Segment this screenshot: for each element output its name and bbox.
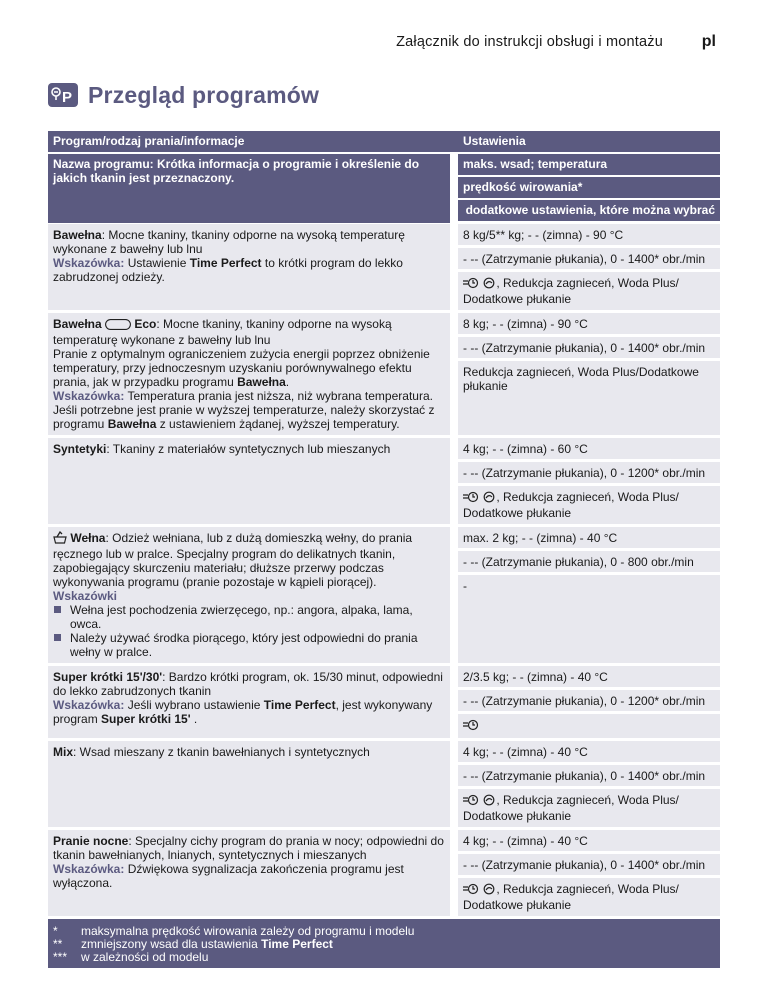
program-desc: : Mocne tkaniny, tkaniny odporne na wysoką temperaturę wykonane z bawełny lub lnu xyxy=(53,317,392,347)
col-header-settings: Ustawienia xyxy=(463,134,526,148)
footnote-text: maksymalna prędkość wirowania zależy od programu i modelu xyxy=(81,924,415,938)
hint-text: Jeśli wybrano ustawienie xyxy=(124,698,264,712)
program-name: Super krótki 15'/30' xyxy=(53,670,163,684)
setting-spin: - -- (Zatrzymanie płukania), 0 - 1200* obr./min xyxy=(458,690,720,711)
subheader-program-desc: Nazwa programu: Krótka informacja o programie i określenie do jakich tkanin jest przeznaczony. xyxy=(48,154,450,223)
setting-extras xyxy=(458,878,720,916)
speed-perfect-icon xyxy=(463,883,479,898)
footnote-mark: * xyxy=(53,924,58,938)
list-item xyxy=(53,631,445,659)
setting-load-temp: max. 2 kg; - - (zimna) - 40 °C xyxy=(458,527,720,548)
hints-label: Wskazówki xyxy=(53,589,118,603)
bullet-icon xyxy=(54,634,61,641)
table-row xyxy=(48,527,720,663)
hint-text: Temperatura prania jest niższa, niż wybrana temperatura. Jeśli potrzebne jest pranie w wyższej temperaturze, należy skorzystać z programu xyxy=(53,389,435,431)
program-name: Bawełna xyxy=(53,317,102,331)
table-header xyxy=(48,131,720,152)
setting-extras: Redukcja zagnieceń, Woda Plus/Dodatkowe płukanie xyxy=(458,361,720,435)
bullet-text: Wełna jest pochodzenia zwierzęcego, np.: angora, alpaka, lama, owca. xyxy=(70,603,413,631)
program-info xyxy=(48,438,450,524)
bullet-icon xyxy=(54,606,61,613)
program-desc: : Specjalny cichy program do prania w nocy; odpowiedni do tkanin bawełnianych, lnianych, syntetycznych i mieszanych xyxy=(53,834,444,862)
footnote-mark: ** xyxy=(53,937,63,951)
hint-bold: Time Perfect xyxy=(189,256,262,270)
program-info xyxy=(48,830,450,916)
setting-spin: - -- (Zatrzymanie płukania), 0 - 1200* obr./min xyxy=(458,462,720,483)
table-subheader xyxy=(48,154,720,223)
col-header-program: Program/rodzaj prania/informacje xyxy=(53,134,245,148)
speed-perfect-icon xyxy=(463,794,479,809)
page-title: Przegląd programów xyxy=(88,81,320,108)
program-desc: : Tkaniny z materiałów syntetycznych lub mieszanych xyxy=(106,442,391,456)
setting-extras-text: , Redukcja zagnieceń, Woda Plus/ Dodatkowe płukanie xyxy=(463,276,679,306)
program-info xyxy=(48,741,450,827)
svg-text:P: P xyxy=(62,89,73,104)
header-title: Załącznik do instrukcji obsługi i montażu xyxy=(396,34,663,50)
footnote-bold: Time Perfect xyxy=(261,937,333,951)
setting-spin: - -- (Zatrzymanie płukania), 0 - 1400* obr./min xyxy=(458,248,720,269)
setting-extras-text: , Redukcja zagnieceń, Woda Plus/ Dodatkowe płukanie xyxy=(463,490,679,520)
table-row xyxy=(48,741,720,827)
program-desc: : Bardzo krótki program, ok. 15/30 minut, odpowiedni do lekko zabrudzonych tkanin xyxy=(53,670,443,698)
setting-extras xyxy=(458,486,720,524)
footnote xyxy=(53,951,715,964)
hint-text: , jest wykonywany program xyxy=(53,698,433,726)
program-name: Bawełna xyxy=(53,228,102,242)
program-info xyxy=(48,666,450,738)
program-name: Syntetyki xyxy=(53,442,107,456)
program-desc-extra: Pranie z optymalnym ograniczeniem zużycia energii poprzez obniżenie temperatury, przy jednoczesnym uzyskaniu porównywalnego efektu prania, jak w przypadku programu xyxy=(53,347,430,389)
program-desc-extra: . xyxy=(285,375,290,389)
section-title xyxy=(48,80,319,110)
eco-perfect-icon xyxy=(482,277,496,292)
program-name: Mix xyxy=(53,745,74,759)
setting-load-temp: 2/3.5 kg; - - (zimna) - 40 °C xyxy=(458,666,720,687)
hint-label: Wskazówka: xyxy=(53,256,125,270)
program-name: Wełna xyxy=(70,531,106,545)
footnote-text: zmniejszony wsad dla ustawienia xyxy=(81,937,262,951)
hint-text: . xyxy=(190,712,198,726)
hint-text: z ustawieniem żądanej, wyższej temperatury. xyxy=(156,417,400,431)
subheader-extras: dodatkowe ustawienia, które można wybrać xyxy=(458,200,720,221)
setting-extras: - xyxy=(458,575,720,663)
hint-bold: Super krótki 15' xyxy=(101,712,191,726)
program-info xyxy=(48,313,450,435)
table-row xyxy=(48,830,720,916)
eco-badge-icon xyxy=(105,319,131,333)
hint-text: to krótki program do lekko zabrudzonej odzieży. xyxy=(53,256,403,284)
eco-perfect-icon xyxy=(482,491,496,506)
program-desc: : Odzież wełniana, lub z dużą domieszką wełny, do prania ręcznego lub w pralce. Specjalny program do delikatnych tkanin, zapobiegający skurczeniu materiału; dłuższe przerwy podczas wykonywania programu (pranie pozostaje w kąpieli piorącej). xyxy=(53,531,413,589)
hint-bold: Time Perfect xyxy=(263,698,336,712)
subheader-load-temp: maks. wsad; temperatura xyxy=(458,154,720,175)
setting-spin: - -- (Zatrzymanie płukania), 0 - 800 obr./min xyxy=(458,551,720,572)
table-row xyxy=(48,313,720,435)
footnote-mark: *** xyxy=(53,950,68,964)
hand-wash-icon xyxy=(53,531,67,547)
hint-text: Ustawienie xyxy=(124,256,190,270)
hint-label: Wskazówka: xyxy=(53,389,125,403)
setting-spin: - -- (Zatrzymanie płukania), 0 - 1400* obr./min xyxy=(458,854,720,875)
speed-perfect-icon xyxy=(463,277,479,292)
list-item xyxy=(53,603,445,631)
footnote-text: w zależności od modelu xyxy=(81,950,209,964)
language-code: pl xyxy=(701,33,716,50)
program-desc: : Mocne tkaniny, tkaniny odporne na wysoką temperaturę wykonane z bawełny lub lnu xyxy=(53,228,405,256)
page-header xyxy=(0,34,768,54)
setting-extras xyxy=(458,272,720,310)
program-info xyxy=(48,224,450,310)
program-desc: : Wsad mieszany z tkanin bawełnianych i syntetycznych xyxy=(73,745,370,759)
setting-extras-text: , Redukcja zagnieceń, Woda Plus/ Dodatkowe płukanie xyxy=(463,882,679,912)
table-row xyxy=(48,666,720,738)
hint-label: Wskazówka: xyxy=(53,698,125,712)
setting-spin: - -- (Zatrzymanie płukania), 0 - 1400* obr./min xyxy=(458,765,720,786)
table-row xyxy=(48,224,720,310)
setting-extras xyxy=(458,714,720,738)
setting-load-temp: 8 kg/5** kg; - - (zimna) - 90 °C xyxy=(458,224,720,245)
eco-perfect-icon xyxy=(482,794,496,809)
setting-load-temp: 4 kg; - - (zimna) - 60 °C xyxy=(458,438,720,459)
hint-bold: Bawełna xyxy=(107,417,157,431)
subheader-spin: prędkość wirowania* xyxy=(458,177,720,198)
setting-extras-text: , Redukcja zagnieceń, Woda Plus/ Dodatkowe płukanie xyxy=(463,793,679,823)
setting-spin: - -- (Zatrzymanie płukania), 0 - 1400* obr./min xyxy=(458,337,720,358)
eco-perfect-icon xyxy=(482,883,496,898)
setting-load-temp: 4 kg; - - (zimna) - 40 °C xyxy=(458,741,720,762)
program-table xyxy=(48,131,720,968)
program-ref: Bawełna xyxy=(237,375,286,389)
speed-perfect-icon xyxy=(463,719,479,734)
setting-extras xyxy=(458,789,720,827)
table-row xyxy=(48,438,720,524)
setting-load-temp: 8 kg; - - (zimna) - 90 °C xyxy=(458,313,720,334)
bullet-text: Należy używać środka piorącego, który jest odpowiedni do prania wełny w pralce. xyxy=(70,631,418,659)
speed-perfect-icon xyxy=(463,491,479,506)
setting-load-temp: 4 kg; - - (zimna) - 40 °C xyxy=(458,830,720,851)
hint-label: Wskazówka: xyxy=(53,862,125,876)
program-eco-label: Eco xyxy=(134,317,157,331)
program-info xyxy=(48,527,450,663)
program-name: Pranie nocne xyxy=(53,834,129,848)
hint-text: Dźwiękowa sygnalizacja zakończenia programu jest wyłączona. xyxy=(53,862,404,890)
footnotes xyxy=(48,919,720,968)
program-overview-icon xyxy=(48,83,78,107)
